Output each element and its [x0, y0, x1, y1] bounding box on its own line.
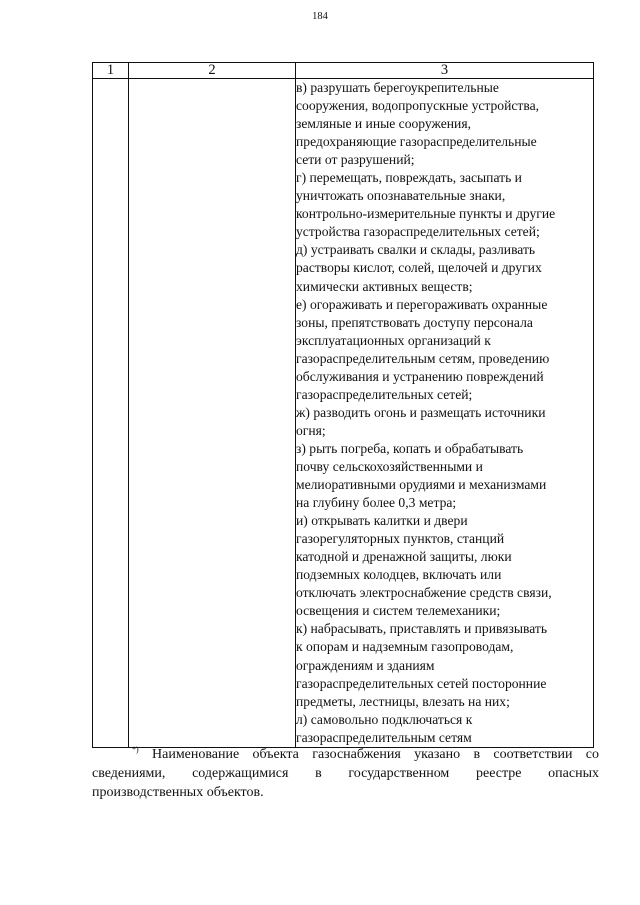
footnote-marker: *) [132, 745, 139, 754]
table-row [93, 79, 594, 748]
text-line: к) набрасывать, приставлять и привязывать [296, 621, 548, 637]
text-line: огня; [296, 422, 326, 438]
requirements-table [92, 62, 594, 748]
text-line: растворы кислот, солей, щелочей и других [296, 260, 542, 276]
text-line: в) разрушать берегоукрепительные [296, 80, 499, 95]
text-line: г) перемещать, повреждать, засыпать и [296, 170, 522, 186]
text-line: химически активных веществ; [296, 278, 473, 294]
text-line: обслуживания и устранению повреждений [296, 368, 544, 384]
footnote-line-3: производственных объектов. [92, 785, 264, 800]
text-line: сети от разрушений; [296, 152, 415, 168]
column-2-cell [129, 79, 296, 748]
text-line: эксплуатационных организаций к [296, 332, 491, 348]
text-line: контрольно-измерительные пункты и другие [296, 206, 556, 222]
column-header-3: 3 [296, 63, 594, 79]
text-line: устройства газораспределительных сетей; [296, 224, 540, 240]
text-line: на глубину более 0,3 метра; [296, 495, 457, 511]
text-line: газорегуляторных пунктов, станций [296, 531, 505, 547]
text-line: к опорам и надземным газопроводам, [296, 639, 514, 655]
text-line: и) открывать калитки и двери [296, 513, 468, 529]
text-line: зоны, препятствовать доступу персонала [296, 314, 533, 330]
text-line: почву сельскохозяйственными и [296, 458, 483, 474]
column-1-cell [93, 79, 129, 748]
text-line: катодной и дренажной защиты, люки [296, 549, 512, 565]
column-header-1: 1 [93, 63, 129, 79]
text-line: предметы, лестницы, влезать на них; [296, 693, 510, 709]
footnote-line-1: *) Наименование объекта газоснабжения указано в соответствии со [132, 745, 599, 762]
text-line: д) устраивать свалки и склады, разливать [296, 242, 536, 258]
page-number: 184 [312, 11, 328, 22]
text-line: ограждениям и зданиям [296, 657, 435, 673]
prohibitions-cell [296, 79, 594, 748]
column-header-2: 2 [129, 63, 296, 79]
text-line: ж) разводить огонь и размещать источники [296, 404, 546, 420]
text-line: е) огораживать и перегораживать охранные [296, 296, 548, 312]
text-line: освещения и систем телемеханики; [296, 603, 501, 619]
text-line: сооружения, водопропускные устройства, [296, 98, 540, 114]
footnote-line-2: сведениями, содержащимися в государственном реестре опасных [92, 766, 599, 781]
text-line: мелиоративными орудиями и механизмами [296, 477, 547, 493]
text-line: отключать электроснабжение средств связи, [296, 585, 552, 601]
text-line: газораспределительных сетей посторонние [296, 675, 547, 691]
text-line: л) самовольно подключаться к [296, 711, 473, 727]
text-line: газораспределительным сетям [296, 729, 472, 745]
footnote [92, 740, 599, 802]
text-line: уничтожать опознавательные знаки, [296, 188, 506, 204]
text-line: подземных колодцев, включать или [296, 567, 502, 583]
text-line: газораспределительных сетей; [296, 386, 473, 402]
text-line: з) рыть погреба, копать и обрабатывать [296, 440, 524, 456]
table-header-row [93, 63, 594, 79]
text-line: предохраняющие газораспределительные [296, 134, 537, 150]
text-line: земляные и иные сооружения, [296, 116, 471, 132]
text-line: газораспределительным сетям, проведению [296, 350, 550, 366]
